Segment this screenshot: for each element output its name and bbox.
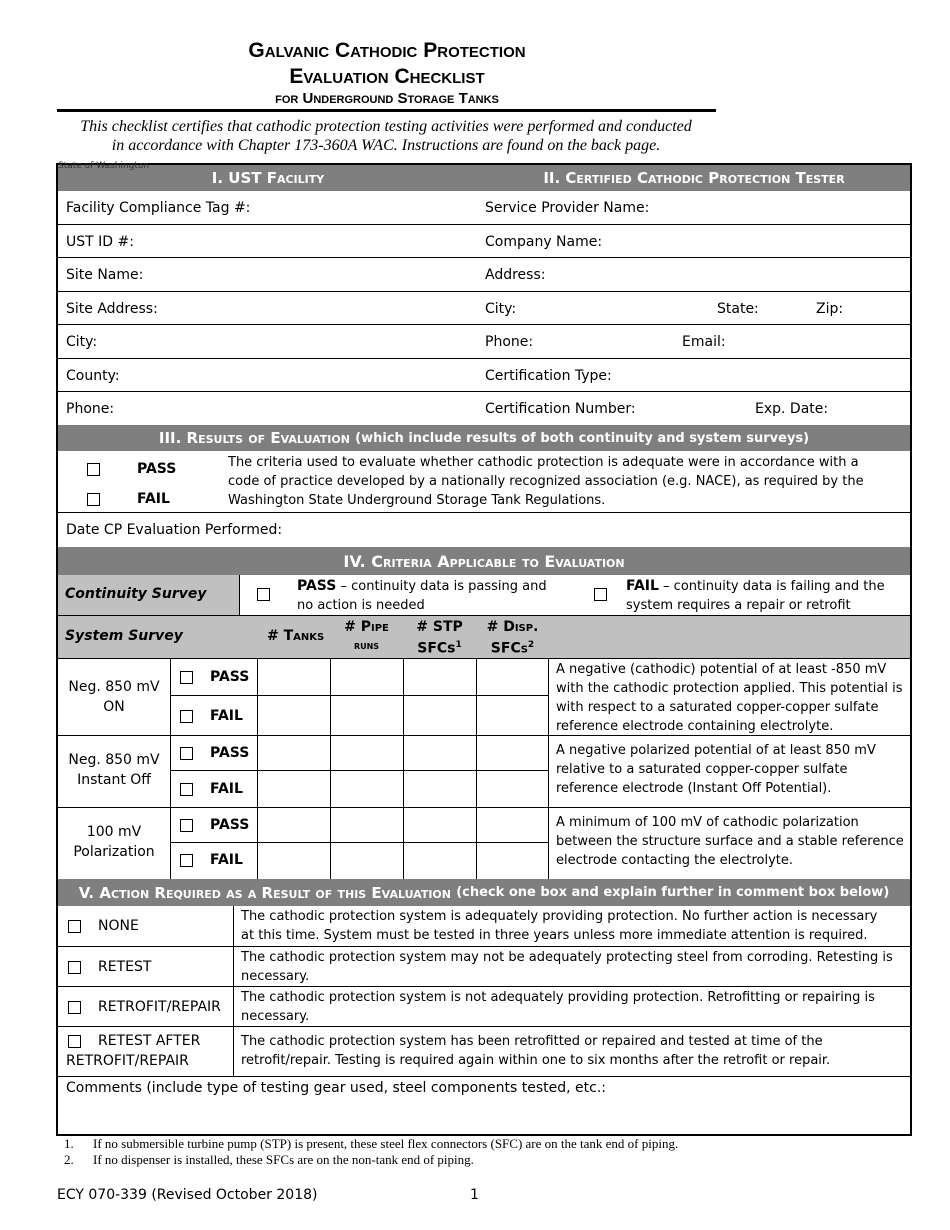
grid-col-1 bbox=[170, 659, 171, 879]
action-retrofit-checkbox[interactable] bbox=[68, 1001, 81, 1014]
comments-label: Comments (include type of testing gear used, steel components tested, etc.: bbox=[66, 1080, 607, 1096]
title-rule bbox=[57, 109, 716, 112]
ust-id-label: UST ID #: bbox=[66, 234, 134, 250]
section-4-header bbox=[58, 547, 910, 575]
system-survey-header bbox=[58, 616, 910, 659]
grid-col-5 bbox=[476, 659, 477, 879]
action-retest-after-label-2: RETROFIT/REPAIR bbox=[66, 1053, 189, 1069]
section-3-subtitle: (which include results of both continuity and system surveys) bbox=[355, 430, 810, 446]
action-none-checkbox[interactable] bbox=[68, 920, 81, 933]
section-5-header bbox=[58, 879, 910, 906]
continuity-pass-line-2: no action is needed bbox=[297, 598, 425, 613]
criteria-instant-off-fail-checkbox[interactable] bbox=[180, 783, 193, 796]
criteria-instant-off-pass-label: PASS bbox=[210, 745, 250, 761]
action-retrofit-desc bbox=[241, 988, 909, 1026]
section-5-subtitle: (check one box and explain further in comment box below) bbox=[456, 885, 890, 900]
criteria-850-on-fail-label: FAIL bbox=[210, 708, 243, 724]
cert-type-label: Certification Type: bbox=[485, 368, 612, 384]
criteria-group-850-instant-off bbox=[58, 736, 910, 808]
date-row bbox=[58, 513, 910, 547]
desc-line: between the structure surface and a stable reference bbox=[556, 834, 904, 849]
desc-line: The cathodic protection system may not be adequately protecting steel from corroding. Retesting is bbox=[241, 950, 893, 965]
form-frame bbox=[56, 163, 912, 1136]
desc-line: reference electrode containing electrolyte. bbox=[556, 719, 834, 734]
criteria-group-850-on bbox=[58, 659, 910, 736]
desc-line: with the cathodic protection applied. This potential is bbox=[556, 681, 903, 696]
col-disp-footnote-ref: 2 bbox=[527, 640, 535, 650]
desc-line: A minimum of 100 mV of cathodic polarization bbox=[556, 815, 859, 830]
action-row-retest bbox=[58, 947, 910, 987]
criteria-100mv-pass-label: PASS bbox=[210, 817, 250, 833]
action-none-label: NONE bbox=[98, 918, 139, 934]
system-survey-label: System Survey bbox=[65, 628, 183, 644]
desc-line: retrofit/repair. Testing is required again within one to six months after the retrofit or repair. bbox=[241, 1053, 831, 1068]
desc-line: A negative (cathodic) potential of at least -850 mV bbox=[556, 662, 887, 677]
criteria-name-850-on bbox=[58, 677, 170, 717]
info-row-2 bbox=[58, 225, 910, 258]
exp-date-label: Exp. Date: bbox=[755, 401, 829, 417]
col-stp-line-1: # STP bbox=[416, 619, 463, 635]
title-line-1: Galvanic Cathodic Protection bbox=[248, 39, 526, 62]
results-fail-checkbox[interactable] bbox=[87, 493, 100, 506]
col-pipe-header bbox=[330, 618, 403, 654]
action-retest-after-checkbox[interactable] bbox=[68, 1035, 81, 1048]
criteria-line-3: Washington State Underground Storage Tank Regulations. bbox=[228, 493, 606, 508]
criteria-850-on-pass-label: PASS bbox=[210, 669, 250, 685]
criteria-name-850-instant-off bbox=[58, 750, 170, 790]
criteria-instant-off-fail-label: FAIL bbox=[210, 781, 243, 797]
facility-tag-label: Facility Compliance Tag #: bbox=[66, 200, 251, 216]
continuity-pass-text bbox=[297, 577, 597, 615]
continuity-fail-bold: FAIL bbox=[626, 578, 659, 594]
site-name-label: Site Name: bbox=[66, 267, 144, 283]
intro-text bbox=[50, 117, 722, 155]
comments-box[interactable] bbox=[58, 1077, 910, 1134]
section-2-title: II. Certified Cathodic Protection Tester bbox=[543, 169, 845, 187]
criteria-instant-off-mid-rule bbox=[170, 770, 548, 771]
criteria-850-on-desc bbox=[556, 660, 910, 736]
desc-line: at this time. System must be tested in three years unless more immediate attention is required. bbox=[241, 928, 868, 943]
state-watermark: State of Washington bbox=[58, 161, 150, 171]
facility-city-label: City: bbox=[66, 334, 98, 350]
site-address-label: Site Address: bbox=[66, 301, 158, 317]
zip-label: Zip: bbox=[816, 301, 844, 317]
action-retest-label: RETEST bbox=[98, 959, 152, 975]
criteria-instant-off-pass-checkbox[interactable] bbox=[180, 747, 193, 760]
state-label: State: bbox=[717, 301, 759, 317]
criteria-100mv-fail-label: FAIL bbox=[210, 852, 243, 868]
criteria-name-line-1: 100 mV bbox=[86, 824, 142, 840]
county-label: County: bbox=[66, 368, 120, 384]
email-label: Email: bbox=[682, 334, 726, 350]
continuity-fail-text bbox=[626, 577, 906, 615]
footnote-1: If no submersible turbine pump (STP) is present, these steel flex connectors (SFC) are on the tank end of piping. bbox=[93, 1136, 679, 1151]
section-3-header bbox=[58, 425, 910, 451]
desc-line: The cathodic protection system is adequately providing protection. No further action is necessary bbox=[241, 909, 878, 924]
action-none-desc bbox=[241, 907, 909, 945]
section-1-title: I. UST Facility bbox=[211, 169, 325, 187]
address-label: Address: bbox=[485, 267, 546, 283]
action-retest-after-label: RETEST AFTER bbox=[98, 1033, 201, 1049]
info-row-4 bbox=[58, 292, 910, 325]
info-row-1 bbox=[58, 191, 910, 225]
continuity-fail-checkbox[interactable] bbox=[594, 588, 607, 601]
action-retrofit-label: RETROFIT/REPAIR bbox=[98, 999, 221, 1015]
col-disp-line-2: SFCs bbox=[490, 640, 528, 657]
desc-line: relative to a saturated copper-copper sulfate bbox=[556, 762, 848, 777]
action-retest-after-desc bbox=[241, 1032, 909, 1070]
tester-city-label: City: bbox=[485, 301, 517, 317]
criteria-name-line-2: Polarization bbox=[73, 844, 155, 860]
criteria-100mv-desc bbox=[556, 813, 910, 870]
grid-col-3 bbox=[330, 659, 331, 879]
title-line-3: for Underground Storage Tanks bbox=[275, 90, 499, 107]
col-stp-line-2: SFCs bbox=[417, 640, 456, 657]
criteria-line-2: code of practice developed by a nationally recognized association (e.g. NACE), as required by the bbox=[228, 474, 864, 489]
desc-line: The cathodic protection system is not adequately providing protection. Retrofitting or repairing is bbox=[241, 990, 875, 1005]
facility-phone-label: Phone: bbox=[66, 401, 115, 417]
criteria-instant-off-desc bbox=[556, 741, 910, 798]
results-pass-label: PASS bbox=[137, 461, 177, 477]
desc-line: necessary. bbox=[241, 1009, 310, 1024]
desc-line: with respect to a saturated copper-copper sulfate bbox=[556, 700, 879, 715]
intro-line-1: This checklist certifies that cathodic protection testing activities were performed and conducted bbox=[80, 118, 692, 135]
criteria-100mv-mid-rule bbox=[170, 842, 548, 843]
criteria-line-1: The criteria used to evaluate whether cathodic protection is adequate were in accordance with a bbox=[228, 455, 859, 470]
continuity-fail-line-2: system requires a repair or retrofit bbox=[626, 598, 851, 613]
results-fail-label: FAIL bbox=[137, 491, 170, 507]
col-pipe-line-2: runs bbox=[353, 638, 380, 652]
continuity-row bbox=[58, 575, 910, 616]
col-stp-footnote-ref: 1 bbox=[455, 640, 462, 650]
criteria-name-line-1: Neg. 850 mV bbox=[68, 752, 160, 768]
tester-phone-label: Phone: bbox=[485, 334, 534, 350]
criteria-name-line-2: Instant Off bbox=[77, 772, 151, 788]
footnote-1-number: 1. bbox=[64, 1136, 74, 1151]
date-performed-label: Date CP Evaluation Performed: bbox=[66, 522, 283, 538]
desc-line: necessary. bbox=[241, 969, 310, 984]
continuity-pass-checkbox[interactable] bbox=[257, 588, 270, 601]
results-row bbox=[58, 451, 910, 513]
page-number: 1 bbox=[470, 1187, 479, 1203]
criteria-850-on-pass-checkbox[interactable] bbox=[180, 671, 193, 684]
action-retest-desc bbox=[241, 948, 909, 986]
action-row-retrofit bbox=[58, 987, 910, 1027]
grid-col-2 bbox=[257, 659, 258, 879]
service-provider-label: Service Provider Name: bbox=[485, 200, 650, 216]
col-tanks-header: # Tanks bbox=[267, 628, 325, 644]
action-divider bbox=[233, 906, 234, 1077]
desc-line: reference electrode (Instant Off Potential). bbox=[556, 781, 832, 796]
criteria-name-line-1: Neg. 850 mV bbox=[68, 679, 160, 695]
continuity-pass-bold: PASS bbox=[297, 578, 337, 594]
info-row-6 bbox=[58, 359, 910, 392]
desc-line: The cathodic protection system has been retrofitted or repaired and tested at time of the bbox=[241, 1034, 823, 1049]
footnote-2-number: 2. bbox=[64, 1152, 74, 1167]
footnote-2: If no dispenser is installed, these SFCs are on the non-tank end of piping. bbox=[93, 1152, 474, 1167]
col-stp-header bbox=[403, 618, 476, 658]
criteria-850-on-mid-rule bbox=[170, 695, 548, 696]
col-pipe-line-1: # Pipe bbox=[344, 619, 389, 635]
section-5-title: V. Action Required as a Result of this Evaluation bbox=[78, 883, 451, 902]
grid-col-6 bbox=[548, 659, 549, 879]
info-row-7 bbox=[58, 392, 910, 425]
section-4-title: IV. Criteria Applicable to Evaluation bbox=[343, 551, 625, 571]
results-pass-checkbox[interactable] bbox=[87, 463, 100, 476]
action-row-retest-after bbox=[58, 1027, 910, 1077]
continuity-survey-label: Continuity Survey bbox=[65, 586, 207, 602]
col-disp-header bbox=[476, 618, 549, 658]
criteria-100mv-fail-checkbox[interactable] bbox=[180, 854, 193, 867]
intro-line-2: in accordance with Chapter 173-360A WAC. Instructions are found on the back page. bbox=[111, 137, 661, 154]
continuity-fail-line-1: – continuity data is failing and the bbox=[658, 579, 885, 594]
continuity-label-cell bbox=[58, 575, 239, 615]
criteria-100mv-pass-checkbox[interactable] bbox=[180, 819, 193, 832]
action-retest-checkbox[interactable] bbox=[68, 961, 81, 974]
cert-number-label: Certification Number: bbox=[485, 401, 636, 417]
results-criteria-text bbox=[228, 453, 908, 510]
company-name-label: Company Name: bbox=[485, 234, 603, 250]
section-1-2-header bbox=[58, 165, 910, 191]
desc-line: electrode contacting the electrolyte. bbox=[556, 853, 793, 868]
title-line-2: Evaluation Checklist bbox=[289, 65, 485, 88]
info-row-3 bbox=[58, 258, 910, 292]
col-disp-line-1: # Disp. bbox=[486, 619, 539, 635]
action-row-none bbox=[58, 906, 910, 947]
criteria-name-line-2: ON bbox=[103, 699, 125, 715]
continuity-pass-line-1: – continuity data is passing and bbox=[336, 579, 547, 594]
criteria-name-100mv bbox=[58, 822, 170, 862]
criteria-group-100mv bbox=[58, 808, 910, 879]
grid-col-4 bbox=[403, 659, 404, 879]
info-row-5 bbox=[58, 325, 910, 359]
desc-line: A negative polarized potential of at least 850 mV bbox=[556, 743, 876, 758]
criteria-850-on-fail-checkbox[interactable] bbox=[180, 710, 193, 723]
form-id: ECY 070-339 (Revised October 2018) bbox=[57, 1187, 318, 1203]
section-3-title: III. Results of Evaluation bbox=[158, 429, 350, 447]
continuity-divider bbox=[239, 575, 240, 615]
